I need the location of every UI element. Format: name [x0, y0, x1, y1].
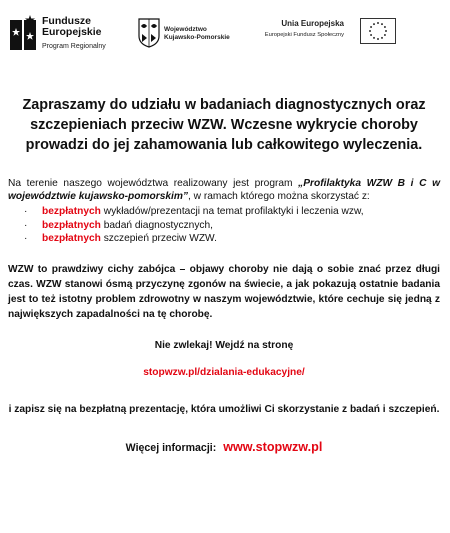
fundusze-europejskie-emblem-icon	[8, 14, 38, 54]
eu-star	[381, 23, 383, 25]
more-info	[8, 440, 440, 454]
kujawsko-pomorskie-logo	[138, 18, 248, 52]
list-item: · bezpłatnych wykładów/prezentacji na temat profilaktyki i leczenia wzw,	[24, 206, 364, 218]
list-item: · bezpłatnych szczepień przeciw WZW.	[24, 233, 217, 245]
program-intro: Na terenie naszego województwa realizowany jest program „Profilaktyka WZW B i C w województwie kujawsko-pomorskim”, w ramach którego można skorzystać z:	[8, 178, 440, 203]
headline: Zapraszamy do udziału w badaniach diagnostycznych oraz szczepieniach przeciw WZW. Wczesne wykrycie choroby prowadzi do jej zahamowania lub całkowitego wyleczenia.	[22, 97, 426, 153]
cta-text: Nie zwlekaj! Wejdź na stronę	[154, 340, 294, 352]
eu-star	[370, 34, 372, 36]
eu-star	[381, 37, 383, 39]
eu-star	[384, 34, 386, 36]
more-info-label: Więcej informacji:	[125, 442, 217, 455]
benefits-list	[8, 205, 440, 245]
fundusze-europejskie-logo	[8, 14, 118, 58]
eu-star	[377, 38, 379, 40]
program-name: „Profilaktyka WZW B i C w województwie kujawsko-pomorskim”	[8, 178, 440, 203]
eu-star	[373, 23, 375, 25]
main-content	[8, 95, 440, 454]
eu-star	[373, 37, 375, 39]
eu-star	[385, 30, 387, 32]
education-link[interactable]: stopwzw.pl/dzialania-edukacyjne/	[143, 367, 305, 379]
eu-flag-icon	[360, 18, 396, 44]
fe-logo-text: Fundusze Europejskie	[42, 15, 102, 38]
website-link[interactable]: www.stopwzw.pl	[223, 440, 323, 455]
fe-logo-subtitle: Program Regionalny	[42, 43, 106, 50]
eu-star	[377, 22, 379, 24]
list-item: · bezpłatnych badań diagnostycznych,	[24, 219, 214, 231]
coat-of-arms-icon	[138, 18, 160, 48]
kp-logo-text: Województwo Kujawsko-Pomorskie	[164, 26, 230, 41]
logo-bar	[0, 12, 450, 62]
eu-star	[370, 26, 372, 28]
eu-star	[369, 30, 371, 32]
eu-star	[384, 26, 386, 28]
ue-logo-title: Unia Europejska	[281, 19, 344, 28]
cta-signup-text: i zapisz się na bezpłatną prezentację, która umożliwi Ci skorzystanie z badań i szczepień.	[8, 404, 440, 416]
unia-europejska-logo	[256, 18, 396, 58]
warning-paragraph: WZW to prawdziwy cichy zabójca – objawy choroby nie dają o sobie znać przez długi czas. WZW stanowi ósmą przyczynę zgonów na świecie, a jak pokazują ostatnie badania jest to też istotny problem zdrowotny w naszym województwie, które cechuje się jedną z największych zapadalności na tę chorobę.	[8, 263, 440, 321]
ue-logo-subtitle: Europejski Fundusz Społeczny	[264, 32, 344, 38]
